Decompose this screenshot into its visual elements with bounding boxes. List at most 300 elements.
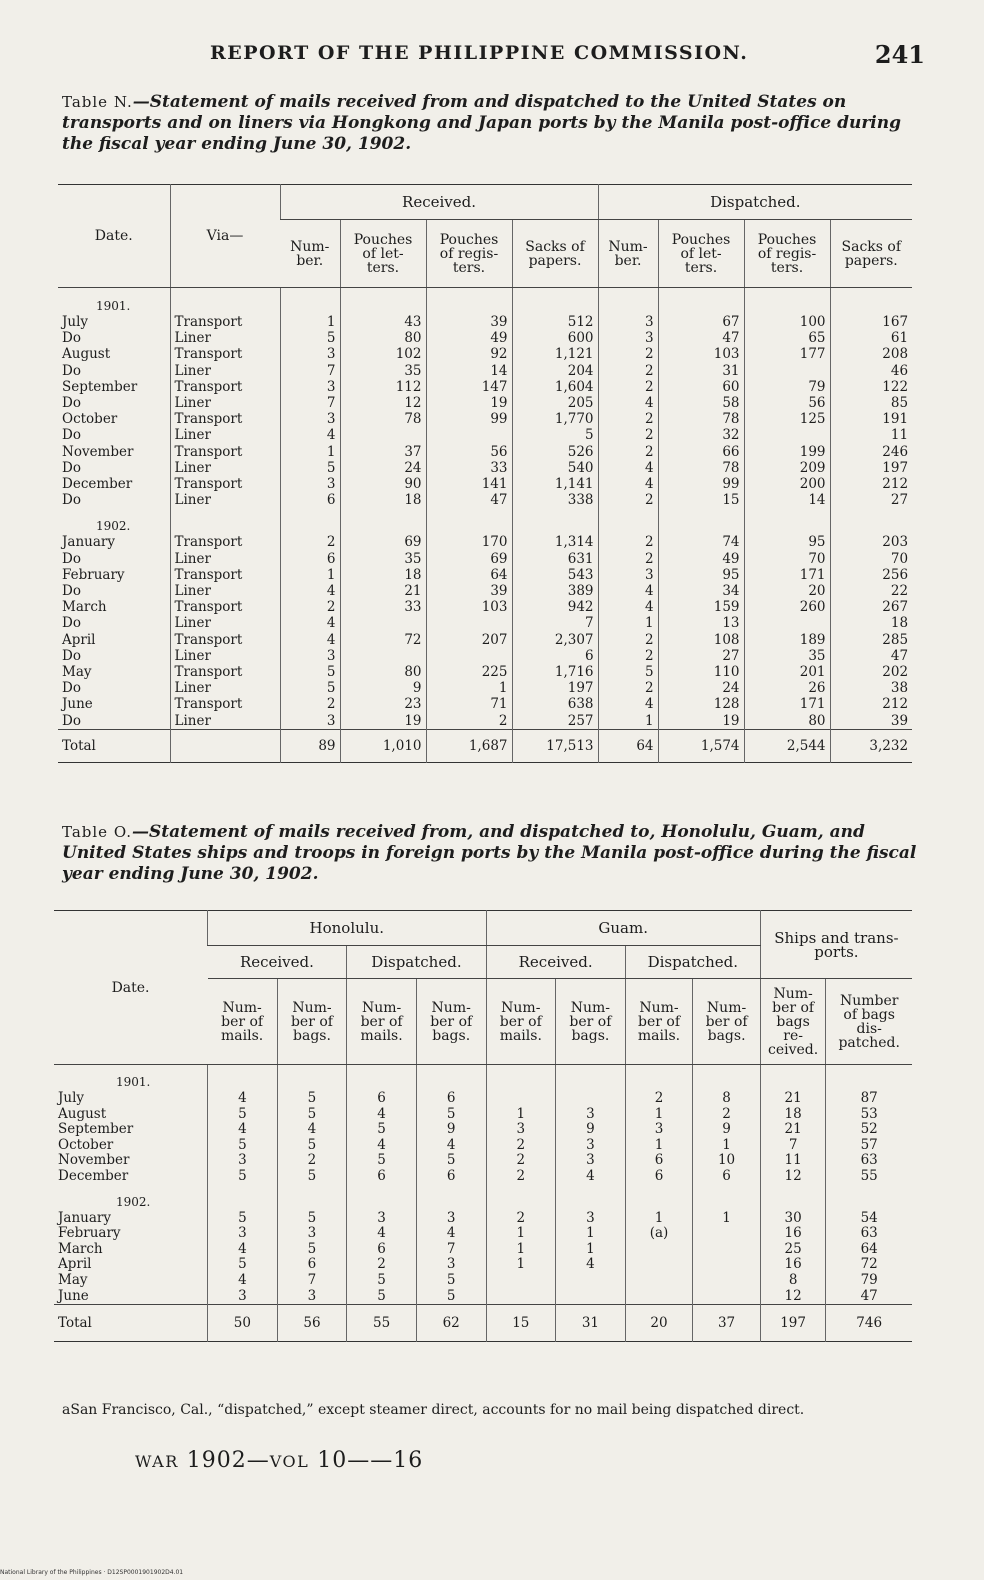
dispatched-sacks-papers: 61	[830, 330, 912, 346]
honolulu-dispatched-bags: 5	[416, 1273, 486, 1289]
col-dispatched-pouches-registers: Pouches of regis- ters.	[744, 220, 830, 288]
honolulu-received-bags: 5	[277, 1138, 347, 1154]
received-sacks-papers: 1,141	[512, 476, 598, 492]
empty-cell	[280, 288, 340, 315]
received-pouches-letters: 19	[340, 713, 426, 730]
dispatched-pouches-letters: 78	[658, 460, 744, 476]
honolulu-received-mails: 3	[208, 1153, 278, 1169]
guam-received-mails: 1	[486, 1226, 556, 1242]
table-row	[54, 1273, 912, 1289]
dispatched-pouches-registers: 177	[744, 346, 830, 362]
empty-cell	[486, 1185, 556, 1211]
date-cell: March	[62, 599, 107, 616]
col-received-sacks-papers: Sacks of papers.	[512, 220, 598, 288]
date-cell: June	[62, 696, 93, 713]
col-received-number: Num- ber.	[280, 220, 340, 288]
received-pouches-registers: 225	[426, 664, 512, 680]
received-sacks-papers: 204	[512, 363, 598, 379]
table-row	[54, 1153, 912, 1169]
honolulu-received-bags: 5	[277, 1169, 347, 1185]
dispatched-pouches-letters: 66	[658, 444, 744, 460]
dispatched-pouches-registers	[744, 363, 830, 379]
received-pouches-registers	[426, 648, 512, 664]
dispatched-pouches-letters: 58	[658, 395, 744, 411]
dispatched-number: 3	[598, 314, 658, 330]
signature-prefix: WAR	[135, 1452, 179, 1471]
table-row	[58, 632, 912, 648]
dispatched-pouches-letters: 99	[658, 476, 744, 492]
ships-bags-dispatched: 55	[826, 1169, 912, 1185]
col-date: Date.	[54, 911, 208, 1065]
via-cell: Transport	[170, 599, 280, 615]
ships-bags-received: 12	[760, 1169, 826, 1185]
ships-bags-dispatched: 63	[826, 1226, 912, 1242]
dispatched-pouches-registers: 35	[744, 648, 830, 664]
table-row	[54, 1091, 912, 1107]
via-cell: Transport	[170, 696, 280, 712]
honolulu-dispatched-mails: 4	[347, 1107, 417, 1123]
honolulu-received-bags: 6	[277, 1257, 347, 1273]
received-number: 1	[280, 567, 340, 583]
dispatched-sacks-papers: 197	[830, 460, 912, 476]
received-number: 5	[280, 460, 340, 476]
table-row	[58, 363, 912, 379]
honolulu-dispatched-mails: 6	[347, 1091, 417, 1107]
dispatched-pouches-registers	[744, 427, 830, 443]
empty-cell	[598, 508, 658, 534]
ships-bags-dispatched: 746	[826, 1305, 912, 1342]
empty-cell	[347, 1185, 417, 1211]
dispatched-sacks-papers: 46	[830, 363, 912, 379]
received-pouches-registers: 103	[426, 599, 512, 615]
col-honolulu-received: Received.	[208, 946, 347, 979]
date-cell: January	[62, 534, 115, 551]
received-number: 6	[280, 551, 340, 567]
ships-bags-received: 197	[760, 1305, 826, 1342]
received-sacks-papers: 389	[512, 583, 598, 599]
received-number: 2	[280, 534, 340, 550]
dispatched-number: 2	[598, 551, 658, 567]
received-pouches-letters: 33	[340, 599, 426, 615]
date-cell: May	[62, 664, 92, 681]
guam-received-bags	[556, 1091, 626, 1107]
guam-dispatched-mails: 2	[625, 1091, 693, 1107]
received-sacks-papers: 512	[512, 314, 598, 330]
date-cell: Total	[54, 1305, 208, 1342]
ships-bags-dispatched: 63	[826, 1153, 912, 1169]
dispatched-number: 4	[598, 460, 658, 476]
received-sacks-papers: 600	[512, 330, 598, 346]
date-cell: Do	[62, 330, 81, 347]
received-number: 4	[280, 427, 340, 443]
guam-received-mails	[486, 1091, 556, 1107]
dispatched-sacks-papers: 285	[830, 632, 912, 648]
dispatched-sacks-papers: 85	[830, 395, 912, 411]
dispatched-sacks-papers: 191	[830, 411, 912, 427]
received-sacks-papers: 1,604	[512, 379, 598, 395]
guam-received-bags	[556, 1289, 626, 1305]
received-number: 5	[280, 664, 340, 680]
empty-cell	[625, 1065, 693, 1092]
via-cell: Liner	[170, 615, 280, 631]
via-cell: Liner	[170, 713, 280, 730]
received-pouches-letters: 112	[340, 379, 426, 395]
table-row	[58, 346, 912, 362]
table-n	[58, 184, 912, 763]
honolulu-dispatched-mails: 5	[347, 1153, 417, 1169]
table-o-label: Table O.	[62, 823, 133, 841]
date-cell: November	[62, 443, 134, 460]
dispatched-pouches-registers: 171	[744, 567, 830, 583]
dispatched-number: 4	[598, 696, 658, 712]
honolulu-received-mails: 4	[208, 1122, 278, 1138]
table-row	[58, 599, 912, 615]
via-cell: Liner	[170, 395, 280, 411]
dispatched-number: 5	[598, 664, 658, 680]
col-guam-dispatched: Dispatched.	[625, 946, 760, 979]
received-pouches-letters: 1,010	[340, 729, 426, 762]
received-pouches-registers: 207	[426, 632, 512, 648]
ships-bags-received: 12	[760, 1289, 826, 1305]
dispatched-pouches-letters: 13	[658, 615, 744, 631]
dispatched-sacks-papers: 11	[830, 427, 912, 443]
via-cell: Transport	[170, 411, 280, 427]
honolulu-dispatched-mails: 55	[347, 1305, 417, 1342]
dispatched-sacks-papers: 122	[830, 379, 912, 395]
via-cell: Transport	[170, 314, 280, 330]
dispatched-number: 2	[598, 492, 658, 508]
received-sacks-papers: 631	[512, 551, 598, 567]
col-guam-dispatched-bags: Num- ber of bags.	[693, 979, 761, 1065]
table-row	[58, 664, 912, 680]
dispatched-pouches-registers: 171	[744, 696, 830, 712]
received-number: 3	[280, 346, 340, 362]
received-sacks-papers: 5	[512, 427, 598, 443]
guam-dispatched-mails	[625, 1242, 693, 1258]
date-cell: August	[62, 346, 111, 363]
received-pouches-letters	[340, 427, 426, 443]
ships-bags-received: 8	[760, 1273, 826, 1289]
table-row	[58, 534, 912, 550]
honolulu-received-mails: 3	[208, 1289, 278, 1305]
via-cell: Transport	[170, 664, 280, 680]
date-cell: Do	[62, 712, 81, 729]
honolulu-received-bags: 7	[277, 1273, 347, 1289]
received-pouches-registers: 39	[426, 583, 512, 599]
honolulu-dispatched-bags: 6	[416, 1169, 486, 1185]
empty-cell	[208, 1065, 278, 1092]
signature-rest: 10——16	[317, 1448, 424, 1473]
via-cell: Liner	[170, 551, 280, 567]
dispatched-number: 3	[598, 567, 658, 583]
empty-cell	[658, 288, 744, 315]
table-row	[58, 551, 912, 567]
received-pouches-registers: 33	[426, 460, 512, 476]
col-ships-bags-dispatched: Number of bags dis- patched.	[826, 979, 912, 1065]
date-cell: Do	[62, 647, 81, 664]
honolulu-dispatched-mails: 3	[347, 1211, 417, 1227]
dispatched-pouches-registers	[744, 615, 830, 631]
received-pouches-registers: 14	[426, 363, 512, 379]
received-number: 3	[280, 648, 340, 664]
honolulu-dispatched-mails: 4	[347, 1138, 417, 1154]
empty-cell	[512, 288, 598, 315]
received-pouches-letters: 80	[340, 330, 426, 346]
dispatched-sacks-papers: 246	[830, 444, 912, 460]
guam-received-bags: 3	[556, 1107, 626, 1123]
honolulu-received-bags: 5	[277, 1107, 347, 1123]
year-label: 1902.	[116, 1194, 151, 1209]
via-cell: Transport	[170, 346, 280, 362]
date-cell: Do	[62, 680, 81, 697]
date-cell: April	[58, 1257, 92, 1273]
received-pouches-registers: 141	[426, 476, 512, 492]
dispatched-sacks-papers: 167	[830, 314, 912, 330]
guam-dispatched-mails: 1	[625, 1138, 693, 1154]
received-number: 7	[280, 395, 340, 411]
via-cell: Liner	[170, 363, 280, 379]
ships-bags-received: 16	[760, 1257, 826, 1273]
ships-bags-dispatched: 57	[826, 1138, 912, 1154]
table-n-caption	[62, 92, 927, 155]
year-row-1902	[58, 508, 912, 534]
dispatched-sacks-papers: 3,232	[830, 729, 912, 762]
ships-bags-dispatched: 47	[826, 1289, 912, 1305]
date-cell: Do	[62, 550, 81, 567]
guam-received-mails	[486, 1273, 556, 1289]
col-honolulu-dispatched-mails: Num- ber of mails.	[347, 979, 417, 1065]
dispatched-sacks-papers: 70	[830, 551, 912, 567]
guam-dispatched-mails: 6	[625, 1169, 693, 1185]
guam-dispatched-bags	[693, 1273, 761, 1289]
guam-received-mails: 1	[486, 1107, 556, 1123]
year-label: 1901.	[116, 1075, 151, 1090]
guam-dispatched-mails: 3	[625, 1122, 693, 1138]
received-pouches-letters: 12	[340, 395, 426, 411]
dispatched-pouches-letters: 15	[658, 492, 744, 508]
dispatched-pouches-registers: 95	[744, 534, 830, 550]
empty-cell	[340, 508, 426, 534]
via-cell: Transport	[170, 567, 280, 583]
date-cell: April	[62, 631, 96, 648]
date-cell: July	[58, 1091, 85, 1106]
guam-received-mails: 1	[486, 1242, 556, 1258]
dispatched-pouches-letters: 67	[658, 314, 744, 330]
received-pouches-letters: 90	[340, 476, 426, 492]
dispatched-pouches-letters: 19	[658, 713, 744, 730]
date-cell: Do	[62, 427, 81, 444]
dispatched-sacks-papers: 22	[830, 583, 912, 599]
dispatched-sacks-papers: 27	[830, 492, 912, 508]
received-sacks-papers: 1,716	[512, 664, 598, 680]
received-pouches-letters: 69	[340, 534, 426, 550]
table-row	[58, 379, 912, 395]
dispatched-pouches-registers: 20	[744, 583, 830, 599]
dispatched-pouches-registers: 80	[744, 713, 830, 730]
col-group-received: Received.	[280, 185, 598, 220]
received-pouches-letters: 35	[340, 551, 426, 567]
table-row	[58, 330, 912, 346]
col-guam-dispatched-mails: Num- ber of mails.	[625, 979, 693, 1065]
via-cell: Transport	[170, 444, 280, 460]
table-o-body	[54, 1065, 912, 1342]
received-pouches-letters: 18	[340, 492, 426, 508]
received-pouches-registers: 99	[426, 411, 512, 427]
dispatched-sacks-papers: 39	[830, 713, 912, 730]
guam-received-bags	[556, 1273, 626, 1289]
col-guam-received-bags: Num- ber of bags.	[556, 979, 626, 1065]
received-sacks-papers: 543	[512, 567, 598, 583]
empty-cell	[760, 1065, 826, 1092]
honolulu-received-bags: 56	[277, 1305, 347, 1342]
honolulu-dispatched-bags: 3	[416, 1257, 486, 1273]
guam-dispatched-bags: 2	[693, 1107, 761, 1123]
guam-dispatched-bags: 8	[693, 1091, 761, 1107]
col-dispatched-number: Num- ber.	[598, 220, 658, 288]
guam-dispatched-mails: 20	[625, 1305, 693, 1342]
received-sacks-papers: 526	[512, 444, 598, 460]
guam-received-bags: 1	[556, 1242, 626, 1258]
guam-received-bags: 9	[556, 1122, 626, 1138]
guam-received-mails	[486, 1289, 556, 1305]
col-honolulu-dispatched: Dispatched.	[347, 946, 486, 979]
dispatched-sacks-papers: 256	[830, 567, 912, 583]
date-cell: Do	[62, 362, 81, 379]
dispatched-pouches-registers: 70	[744, 551, 830, 567]
guam-dispatched-bags	[693, 1289, 761, 1305]
empty-cell	[416, 1065, 486, 1092]
dispatched-pouches-letters: 27	[658, 648, 744, 664]
honolulu-dispatched-mails: 4	[347, 1226, 417, 1242]
date-cell: November	[58, 1153, 130, 1169]
ships-bags-received: 11	[760, 1153, 826, 1169]
dispatched-sacks-papers: 267	[830, 599, 912, 615]
year-row-1902	[54, 1185, 912, 1211]
dispatched-sacks-papers: 202	[830, 664, 912, 680]
table-row	[54, 1226, 912, 1242]
guam-received-mails: 15	[486, 1305, 556, 1342]
empty-cell	[826, 1185, 912, 1211]
honolulu-received-mails: 4	[208, 1242, 278, 1258]
honolulu-dispatched-mails: 5	[347, 1273, 417, 1289]
dispatched-pouches-letters: 47	[658, 330, 744, 346]
dispatched-pouches-letters: 1,574	[658, 729, 744, 762]
via-cell: Liner	[170, 680, 280, 696]
dispatched-sacks-papers: 38	[830, 680, 912, 696]
col-dispatched-pouches-letters: Pouches of let- ters.	[658, 220, 744, 288]
received-pouches-letters	[340, 648, 426, 664]
via-cell: Liner	[170, 460, 280, 476]
honolulu-received-bags: 3	[277, 1226, 347, 1242]
dispatched-pouches-letters: 159	[658, 599, 744, 615]
empty-cell	[744, 288, 830, 315]
date-cell: August	[58, 1106, 107, 1122]
honolulu-dispatched-bags: 5	[416, 1153, 486, 1169]
dispatched-pouches-registers: 26	[744, 680, 830, 696]
empty-cell	[625, 1185, 693, 1211]
empty-cell	[208, 1185, 278, 1211]
received-sacks-papers: 6	[512, 648, 598, 664]
guam-received-bags: 31	[556, 1305, 626, 1342]
date-cell: September	[58, 1122, 134, 1138]
guam-dispatched-mails: 1	[625, 1107, 693, 1123]
col-via: Via—	[170, 185, 280, 288]
guam-dispatched-bags	[693, 1226, 761, 1242]
honolulu-dispatched-bags: 7	[416, 1242, 486, 1258]
honolulu-received-mails: 5	[208, 1138, 278, 1154]
table-row	[54, 1289, 912, 1305]
table-row	[58, 492, 912, 508]
empty-cell	[658, 508, 744, 534]
scan-credit: National Library of the Philippines · D12SP0001901902D4.01	[0, 1569, 184, 1576]
col-group-ships: Ships and trans- ports.	[760, 911, 912, 979]
signature-year: 1902	[186, 1448, 247, 1473]
dispatched-pouches-letters: 60	[658, 379, 744, 395]
table-o-caption	[62, 822, 927, 885]
honolulu-received-mails: 5	[208, 1211, 278, 1227]
dispatched-number: 64	[598, 729, 658, 762]
dispatched-pouches-letters: 31	[658, 363, 744, 379]
via-cell: Liner	[170, 583, 280, 599]
table-n-body	[58, 288, 912, 763]
empty-cell	[170, 288, 280, 315]
table-row	[58, 460, 912, 476]
received-sacks-papers: 197	[512, 680, 598, 696]
col-group-honolulu: Honolulu.	[208, 911, 486, 946]
received-pouches-registers: 1,687	[426, 729, 512, 762]
date-cell: October	[58, 1137, 114, 1153]
dispatched-number: 4	[598, 395, 658, 411]
empty-cell	[512, 508, 598, 534]
empty-cell	[693, 1065, 761, 1092]
honolulu-dispatched-bags: 3	[416, 1211, 486, 1227]
table-row	[54, 1257, 912, 1273]
dispatched-number: 2	[598, 648, 658, 664]
guam-dispatched-bags: 10	[693, 1153, 761, 1169]
dispatched-number: 1	[598, 615, 658, 631]
ships-bags-dispatched: 72	[826, 1257, 912, 1273]
received-number: 6	[280, 492, 340, 508]
guam-received-mails: 3	[486, 1122, 556, 1138]
dispatched-number: 2	[598, 411, 658, 427]
date-cell: Do	[62, 615, 81, 632]
empty-cell	[170, 508, 280, 534]
dispatched-pouches-letters: 108	[658, 632, 744, 648]
col-guam-received-mails: Num- ber of mails.	[486, 979, 556, 1065]
empty-cell	[760, 1185, 826, 1211]
received-pouches-registers: 19	[426, 395, 512, 411]
honolulu-dispatched-mails: 5	[347, 1289, 417, 1305]
received-number: 1	[280, 314, 340, 330]
signature-line: WAR 1902—VOL 10——16	[135, 1448, 424, 1473]
footnote: aSan Francisco, Cal., “dispatched,” except steamer direct, accounts for no mail being dispatched direct.	[62, 1402, 805, 1418]
dispatched-pouches-letters: 95	[658, 567, 744, 583]
guam-dispatched-mails: 1	[625, 1211, 693, 1227]
honolulu-dispatched-bags: 4	[416, 1226, 486, 1242]
received-pouches-registers: 39	[426, 314, 512, 330]
received-pouches-registers: 47	[426, 492, 512, 508]
ships-bags-received: 21	[760, 1122, 826, 1138]
ships-bags-dispatched: 79	[826, 1273, 912, 1289]
table-row	[54, 1211, 912, 1227]
received-pouches-letters: 23	[340, 696, 426, 712]
honolulu-dispatched-bags: 5	[416, 1289, 486, 1305]
received-number: 2	[280, 599, 340, 615]
via-cell: Transport	[170, 476, 280, 492]
received-sacks-papers: 1,121	[512, 346, 598, 362]
received-pouches-registers: 56	[426, 444, 512, 460]
table-row	[58, 567, 912, 583]
